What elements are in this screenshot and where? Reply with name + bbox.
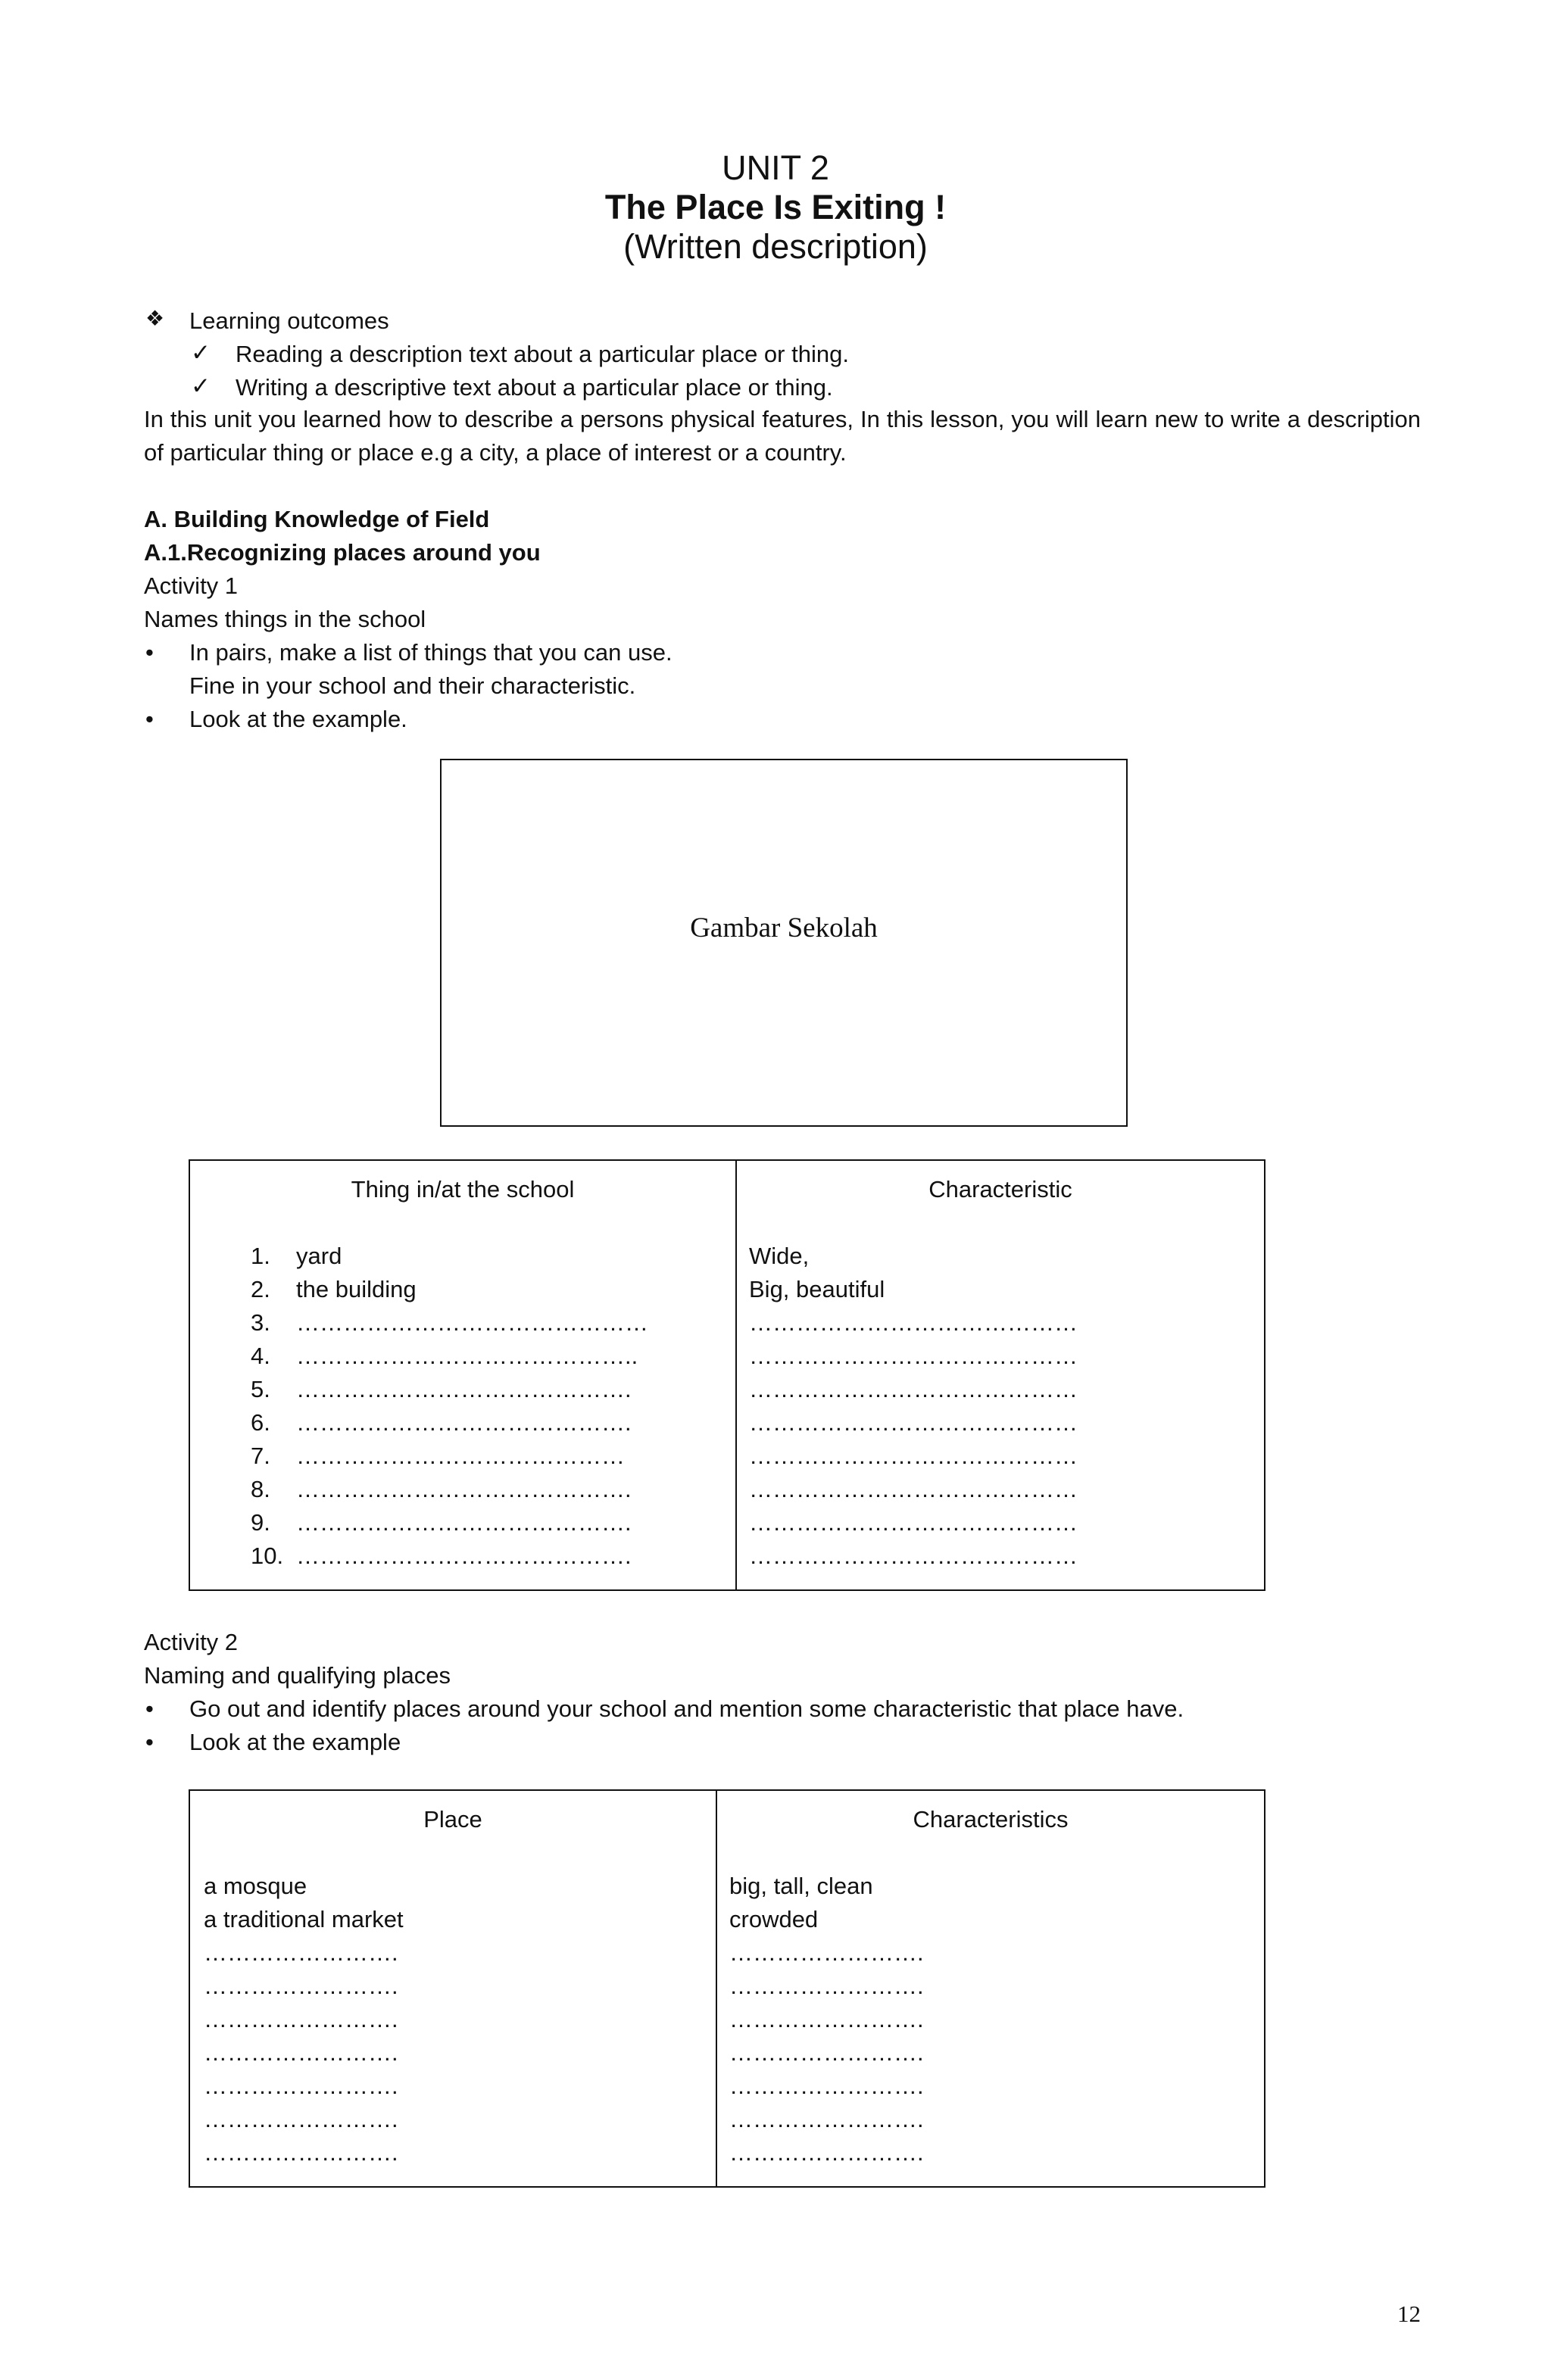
row-characteristic: ……………………. — [729, 2073, 924, 2099]
activity-bullet: Go out and identify places around your school and mention some characteristic that place have. — [189, 1695, 1184, 1722]
row-characteristic: ……………………. — [729, 1939, 924, 1966]
row-number: 3. — [251, 1309, 270, 1336]
row-characteristic: …………………………………… — [749, 1409, 1078, 1436]
row-place: a traditional market — [204, 1906, 404, 1932]
row-characteristic: …………………………………… — [749, 1509, 1078, 1536]
table-row — [251, 1311, 648, 1334]
table-row — [251, 1344, 638, 1368]
image-placeholder — [440, 759, 1128, 1127]
row-thing: ……………………………………. — [296, 1476, 632, 1502]
bullet-icon: • — [145, 706, 154, 732]
row-characteristic: …………………………………… — [749, 1376, 1078, 1402]
table-header-characteristics: Characteristics — [913, 1806, 1069, 1833]
row-characteristic: ……………………. — [729, 2106, 924, 2132]
table-header-characteristic: Characteristic — [928, 1176, 1072, 1202]
table-divider — [716, 1791, 717, 2186]
check-icon: ✓ — [191, 339, 211, 366]
places-table — [189, 1789, 1265, 2188]
row-characteristic: Big, beautiful — [749, 1276, 885, 1302]
table-divider — [735, 1161, 737, 1589]
row-characteristic: crowded — [729, 1906, 819, 1932]
activity-title: Activity 1 — [144, 572, 239, 599]
diamond-bullet-icon: ❖ — [145, 307, 165, 330]
row-place: ……………………. — [204, 1973, 398, 1999]
row-characteristic: …………………………………… — [749, 1542, 1078, 1569]
row-characteristic: …………………………………… — [749, 1309, 1078, 1336]
table-row — [251, 1244, 342, 1268]
row-place: ……………………. — [204, 2039, 398, 2066]
row-thing: ……………………………………. — [296, 1409, 632, 1436]
row-characteristic: ……………………. — [729, 2039, 924, 2066]
image-placeholder-label: Gambar Sekolah — [690, 912, 878, 944]
row-number: 9. — [251, 1509, 270, 1536]
activity-bullet: In pairs, make a list of things that you can use. — [189, 639, 673, 666]
row-thing: yard — [296, 1243, 342, 1269]
page-number: 12 — [1397, 2300, 1421, 2327]
bullet-icon: • — [145, 639, 154, 666]
row-place: ……………………. — [204, 2139, 398, 2166]
table-row — [251, 1444, 625, 1468]
table-header-place: Place — [423, 1806, 482, 1833]
row-thing: ……………………………………. — [296, 1509, 632, 1536]
activity-bullet: Look at the example — [189, 1729, 401, 1755]
table-header-things: Thing in/at the school — [351, 1176, 575, 1202]
row-thing: ……………………………………. — [296, 1376, 632, 1402]
row-thing: …………………………………… — [296, 1443, 625, 1469]
row-thing: ……………………………………. — [296, 1542, 632, 1569]
row-characteristic: …………………………………… — [749, 1343, 1078, 1369]
row-number: 1. — [251, 1243, 270, 1269]
activity-description: Naming and qualifying places — [144, 1662, 451, 1689]
row-number: 7. — [251, 1443, 270, 1469]
activity-bullet: Fine in your school and their characteristic. — [189, 672, 636, 699]
row-place: ……………………. — [204, 2106, 398, 2132]
row-place: ……………………. — [204, 1939, 398, 1966]
check-icon: ✓ — [191, 373, 211, 399]
row-number: 10. — [251, 1542, 284, 1569]
activity-bullet: Look at the example. — [189, 706, 407, 732]
row-characteristic: Wide, — [749, 1243, 810, 1269]
row-characteristic: ……………………. — [729, 2139, 924, 2166]
row-thing: the building — [296, 1276, 417, 1302]
table-row — [251, 1477, 632, 1501]
unit-label: UNIT 2 — [722, 148, 829, 187]
row-number: 6. — [251, 1409, 270, 1436]
outcome-item: Reading a description text about a particular place or thing. — [236, 341, 849, 367]
table-row — [251, 1377, 632, 1401]
row-characteristic: …………………………………… — [749, 1443, 1078, 1469]
row-characteristic: big, tall, clean — [729, 1873, 873, 1899]
row-characteristic: …………………………………… — [749, 1476, 1078, 1502]
row-place: a mosque — [204, 1873, 307, 1899]
row-thing: …………………………………….. — [296, 1343, 638, 1369]
bullet-icon: • — [145, 1695, 154, 1722]
outcome-item: Writing a descriptive text about a particular place or thing. — [236, 374, 833, 401]
row-place: ……………………. — [204, 2006, 398, 2032]
page-subtitle: (Written description) — [623, 227, 928, 266]
page-title: The Place Is Exiting ! — [604, 188, 947, 226]
row-number: 8. — [251, 1476, 270, 1502]
row-characteristic: ……………………. — [729, 1973, 924, 1999]
row-number: 2. — [251, 1276, 270, 1302]
row-thing: ……………………………………… — [296, 1309, 648, 1336]
outcomes-heading: Learning outcomes — [189, 307, 389, 334]
table-row — [251, 1511, 632, 1534]
table-row — [251, 1277, 417, 1301]
activity-description: Names things in the school — [144, 606, 426, 632]
row-characteristic: ……………………. — [729, 2006, 924, 2032]
bullet-icon: • — [145, 1729, 154, 1755]
row-number: 5. — [251, 1376, 270, 1402]
table-row — [251, 1544, 632, 1567]
intro-paragraph: In this unit you learned how to describe a persons physical features, In this lesson, you will learn new to write a description of particular thing or place e.g a city, a place of interest or a country. — [144, 406, 1421, 466]
things-table — [189, 1159, 1265, 1591]
section-subheading: A.1.Recognizing places around you — [144, 539, 541, 566]
table-row — [251, 1411, 632, 1434]
row-number: 4. — [251, 1343, 270, 1369]
row-place: ……………………. — [204, 2073, 398, 2099]
section-heading: A. Building Knowledge of Field — [144, 506, 490, 532]
activity-title: Activity 2 — [144, 1629, 239, 1655]
